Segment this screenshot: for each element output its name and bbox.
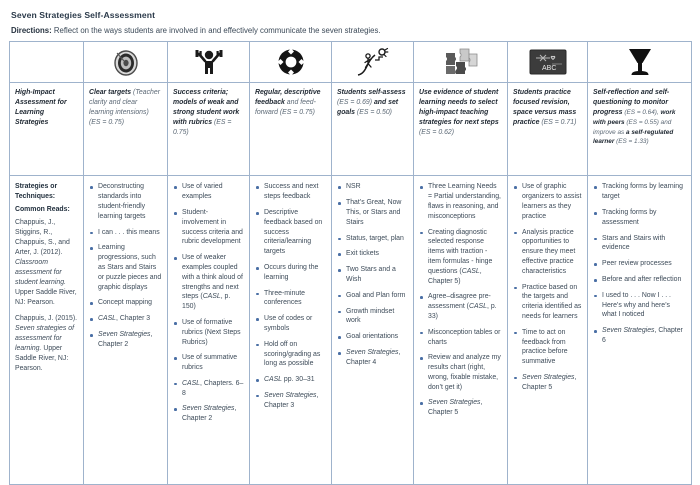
list-item bbox=[337, 249, 408, 259]
list-item-fragment: , p. 150) bbox=[182, 293, 231, 311]
header-fragment: Success criteria; models of weak and strong student work with rubrics bbox=[173, 89, 240, 126]
list-item bbox=[173, 182, 244, 202]
list-item-fragment: Seven Strategies bbox=[182, 405, 235, 413]
list-item bbox=[89, 182, 162, 221]
strategies-techniques-label: Strategies or Techniques: bbox=[15, 183, 58, 201]
list-item bbox=[337, 182, 408, 192]
icon-cell-practice bbox=[508, 42, 588, 83]
list-item-fragment: Use of varied examples bbox=[182, 183, 223, 201]
header-fragment: Students self-assess bbox=[337, 89, 406, 97]
list-item-fragment: Three-minute conferences bbox=[264, 289, 305, 307]
list-item-fragment: , Chapter 5 bbox=[522, 373, 577, 391]
list-item-fragment: , Chapters. 6–8 bbox=[182, 379, 244, 397]
chalkboard-abc-icon bbox=[508, 44, 587, 80]
list-item-fragment: Concept mapping bbox=[98, 299, 153, 307]
list-item-fragment: NSR bbox=[346, 183, 361, 191]
list-item-fragment: Tracking forms by assessment bbox=[602, 208, 657, 226]
list-item-fragment: Tracking forms by learning target bbox=[602, 183, 683, 201]
header-fragment: (ES = 1.33) bbox=[616, 138, 649, 146]
list-item-fragment: , Chapter 3 bbox=[264, 391, 319, 409]
header-text-0 bbox=[15, 88, 78, 127]
list-item bbox=[337, 234, 408, 244]
header-cell-4 bbox=[332, 83, 414, 176]
list-item bbox=[255, 340, 326, 369]
bullet-list-2 bbox=[255, 182, 326, 410]
header-text-row bbox=[10, 83, 692, 176]
list-item-fragment: , Chapter 4 bbox=[346, 348, 401, 366]
list-item bbox=[337, 307, 408, 327]
header-fragment: Self-reflection and self-questioning to monitor progress bbox=[593, 89, 670, 116]
header-fragment: (ES = 0.62) bbox=[419, 128, 455, 136]
icon-cell-evidence bbox=[414, 42, 508, 83]
header-fragment: (ES = 0.55) and improve as bbox=[593, 118, 672, 136]
icon-cell-success-criteria bbox=[168, 42, 250, 83]
list-item bbox=[173, 379, 244, 399]
list-item-fragment: CASL bbox=[264, 376, 283, 384]
header-cell-2 bbox=[168, 83, 250, 176]
list-item-fragment: Review and analyze my results chart (right, wrong, fixable mistake, don’t get it) bbox=[428, 354, 501, 391]
list-item bbox=[593, 182, 686, 202]
list-item-fragment: Analysis practice opportunities to ensure they meet effective practice characteristics bbox=[522, 228, 576, 275]
list-item bbox=[593, 259, 686, 269]
list-item bbox=[513, 182, 582, 221]
bullet-list-0 bbox=[89, 182, 162, 349]
reference-fragment: Seven strategies of assessment for learning. bbox=[15, 325, 74, 353]
header-fragment: (ES = 0.50) bbox=[356, 108, 392, 116]
header-cell-0 bbox=[10, 83, 84, 176]
list-item bbox=[255, 289, 326, 309]
list-item bbox=[419, 328, 502, 348]
list-item-fragment: Seven Strategies bbox=[522, 373, 575, 381]
list-item bbox=[89, 243, 162, 292]
list-item-fragment: Agree–disagree pre-assessment ( bbox=[428, 293, 491, 311]
list-item bbox=[337, 198, 408, 227]
list-item bbox=[255, 208, 326, 257]
list-item-fragment: Growth mindset work bbox=[346, 307, 395, 325]
body-cell-common-reads bbox=[10, 176, 84, 485]
list-item bbox=[337, 291, 408, 301]
person-celebrating-icon bbox=[168, 44, 249, 80]
list-item bbox=[255, 375, 326, 385]
header-text-3 bbox=[255, 88, 326, 117]
reference-fragment: Classroom assessment for student learning. bbox=[15, 259, 66, 287]
header-cell-1 bbox=[84, 83, 168, 176]
strategies-matrix bbox=[9, 41, 692, 485]
header-fragment: Clear targets bbox=[89, 89, 134, 97]
trophy-goblet-icon bbox=[588, 44, 691, 80]
list-item bbox=[255, 182, 326, 202]
list-item bbox=[593, 234, 686, 254]
list-item-fragment: Use of formative rubrics (Next Steps Rubrics) bbox=[182, 318, 241, 346]
list-item-fragment: CASL bbox=[468, 303, 487, 311]
list-item-fragment: Seven Strategies bbox=[602, 327, 655, 335]
list-item-fragment: , Chapter 2 bbox=[182, 405, 237, 423]
icon-cell-clear-targets bbox=[84, 42, 168, 83]
list-item bbox=[173, 253, 244, 312]
common-reads-label: Common Reads: bbox=[15, 206, 70, 214]
bullet-list-4 bbox=[419, 182, 502, 418]
header-fragment: Use evidence of student learning needs to select high-impact teaching strategies for next steps bbox=[419, 89, 499, 126]
list-item bbox=[337, 265, 408, 285]
page-title: Seven Strategies Self-Assessment bbox=[11, 10, 156, 20]
bullet-list-3 bbox=[337, 182, 408, 367]
reference-1 bbox=[15, 314, 78, 374]
header-cell-3 bbox=[250, 83, 332, 176]
header-text-6 bbox=[513, 88, 582, 127]
list-item-fragment: Exit tickets bbox=[346, 250, 379, 258]
icon-row bbox=[10, 42, 692, 83]
header-text-7 bbox=[593, 88, 686, 147]
list-item bbox=[419, 292, 502, 321]
header-cell-7 bbox=[588, 83, 692, 176]
header-fragment: High-Impact Assessment for Learning Strategies bbox=[15, 89, 67, 126]
list-item bbox=[255, 314, 326, 334]
list-item-fragment: Three Learning Needs = Partial understanding, flaws in reasoning, and misconceptions bbox=[428, 183, 501, 220]
header-text-1 bbox=[89, 88, 162, 127]
directions-line bbox=[11, 26, 692, 35]
directions-label: Directions: bbox=[11, 26, 52, 35]
list-item bbox=[513, 228, 582, 277]
list-item-fragment: Student-involvement in success criteria and rubric development bbox=[182, 208, 243, 246]
list-item bbox=[255, 391, 326, 411]
header-fragment: (Teacher clarity and clear learning intensions) (ES = 0.75) bbox=[89, 89, 160, 126]
list-item-fragment: Seven Strategies bbox=[98, 330, 151, 338]
header-fragment: and set goals bbox=[337, 99, 399, 116]
list-item bbox=[593, 291, 686, 320]
body-cell-self-reflection bbox=[588, 176, 692, 485]
list-item bbox=[593, 275, 686, 285]
body-cell-practice bbox=[508, 176, 588, 485]
list-item bbox=[255, 263, 326, 283]
header-text-5 bbox=[419, 88, 502, 137]
target-dartboard-icon bbox=[84, 44, 167, 80]
header-fragment: (ES = 0.71) bbox=[541, 118, 577, 126]
header-fragment: and feed-forward (ES = 0.75) bbox=[255, 99, 316, 116]
list-item-fragment: I used to . . . Now I . . . Here’s why and here’s what I noticed bbox=[602, 291, 671, 319]
list-item-fragment: Seven Strategies bbox=[428, 399, 481, 407]
list-item bbox=[419, 228, 502, 287]
list-item-fragment: , Chapter 2 bbox=[98, 330, 153, 348]
body-cell-self-assess bbox=[332, 176, 414, 485]
list-item bbox=[173, 208, 244, 247]
svg-text:ABC: ABC bbox=[541, 65, 556, 73]
header-text-4 bbox=[337, 88, 408, 117]
reference-fragment: Chappuis, J. (2015). bbox=[15, 315, 78, 323]
list-item-fragment: Two Stars and a Wish bbox=[346, 266, 396, 283]
header-fragment: a self-regulated learner bbox=[593, 128, 674, 146]
list-item bbox=[337, 348, 408, 368]
list-item-fragment: Goal orientations bbox=[346, 333, 399, 341]
body-cell-evidence bbox=[414, 176, 508, 485]
icon-cell-self-reflection bbox=[588, 42, 692, 83]
list-item-fragment: CASL bbox=[202, 293, 221, 301]
list-item-fragment: Success and next steps feedback bbox=[264, 183, 319, 201]
list-item-fragment: Time to act on feedback from practice before summative bbox=[522, 328, 568, 366]
list-item bbox=[89, 330, 162, 350]
list-item bbox=[173, 318, 244, 347]
list-item-fragment: Deconstructing standards into student-friendly learning targets bbox=[98, 183, 146, 220]
list-item-fragment: Before and after reflection bbox=[602, 275, 682, 283]
life-ring-feedback-icon bbox=[250, 44, 331, 80]
list-item-fragment: Use of weaker examples coupled with a think aloud of strengths and next steps ( bbox=[182, 254, 243, 301]
list-item-fragment: Seven Strategies bbox=[346, 348, 399, 356]
list-item-fragment: Peer review processes bbox=[602, 260, 672, 268]
list-item-fragment: Status, target, plan bbox=[346, 234, 404, 242]
list-item bbox=[513, 373, 582, 393]
list-item-fragment: Descriptive feedback based on success criteria/learning targets bbox=[264, 208, 323, 256]
list-item-fragment: Hold off on scoring/grading as long as possible bbox=[264, 340, 321, 368]
list-item-fragment: Learning progressions, such as Stars and Stairs or puzzle pieces and graphic displays bbox=[98, 244, 162, 291]
body-cell-clear-targets bbox=[84, 176, 168, 485]
header-fragment: Students practice focused revision, space versus mass practice bbox=[513, 89, 577, 126]
header-fragment: Regular, descriptive feedback bbox=[255, 89, 321, 107]
icon-cell-blank bbox=[10, 42, 84, 83]
list-item-fragment: Creating diagnostic selected response items with traction - item formulas - hinge questions ( bbox=[428, 228, 493, 275]
list-item-fragment: Goal and Plan form bbox=[346, 291, 406, 299]
header-cell-6 bbox=[508, 83, 588, 176]
list-item bbox=[89, 314, 162, 324]
header-text-2 bbox=[173, 88, 244, 137]
list-item bbox=[173, 353, 244, 373]
icon-cell-feedback bbox=[250, 42, 332, 83]
list-item-fragment: Seven Strategies bbox=[264, 391, 317, 399]
list-item-fragment: , Chapter 5 bbox=[428, 399, 483, 417]
list-item bbox=[419, 398, 502, 418]
list-item bbox=[89, 298, 162, 308]
list-item bbox=[419, 182, 502, 221]
list-item-fragment: Stars and Stairs with evidence bbox=[602, 234, 666, 252]
header-cell-5 bbox=[414, 83, 508, 176]
body-cell-feedback bbox=[250, 176, 332, 485]
common-reads-block bbox=[15, 182, 78, 374]
list-item-fragment: CASL bbox=[461, 267, 480, 275]
list-item-fragment: Use of codes or symbols bbox=[264, 315, 313, 332]
list-item-fragment: Misconception tables or charts bbox=[428, 328, 501, 346]
list-item-fragment: pp. 30–31 bbox=[282, 376, 315, 384]
header-fragment: (ES = 0.69) bbox=[337, 99, 374, 107]
person-climbing-stairs-icon bbox=[332, 44, 413, 80]
list-item-fragment: I can . . . this means bbox=[98, 228, 160, 236]
directions-text: Reflect on the ways students are involved in and effectively communicate the seven strategies. bbox=[51, 26, 381, 35]
body-row bbox=[10, 176, 692, 485]
body-cell-success-criteria bbox=[168, 176, 250, 485]
list-item-fragment: That’s Great, Now This, or Stars and Stairs bbox=[346, 199, 402, 226]
bullet-list-5 bbox=[513, 182, 582, 392]
bullet-list-6 bbox=[593, 182, 686, 345]
reference-0 bbox=[15, 218, 78, 308]
list-item bbox=[173, 404, 244, 424]
list-item-fragment: CASL bbox=[182, 379, 201, 387]
reference-fragment: Upper Saddle River, NJ: Pearson. bbox=[15, 345, 69, 373]
list-item-fragment: Practice based on the targets and criteria identified as needs for learners bbox=[522, 283, 582, 320]
list-item bbox=[593, 208, 686, 228]
puzzle-pieces-icon bbox=[414, 44, 507, 80]
list-item-fragment: Use of summative rubrics bbox=[182, 354, 238, 372]
list-item-fragment: , p. 33) bbox=[428, 303, 497, 320]
list-item-fragment: , Chapter 3 bbox=[116, 315, 151, 323]
list-item-fragment: , Chapter 5) bbox=[428, 267, 482, 285]
list-item bbox=[513, 328, 582, 367]
reference-fragment: Upper Saddle River, NJ: Pearson. bbox=[15, 289, 77, 307]
list-item-fragment: , Chapter 6 bbox=[602, 327, 683, 344]
list-item-fragment: Use of graphic organizers to assist learners as they practice bbox=[522, 183, 582, 220]
icon-cell-self-assess bbox=[332, 42, 414, 83]
header-fragment: work with peers bbox=[593, 108, 676, 126]
header-fragment: (ES = 0.64), bbox=[624, 108, 661, 116]
list-item bbox=[593, 326, 686, 346]
reference-fragment: Chappuis, J., Stiggins, R., Chappuis, S., and Arter, J. (2012). bbox=[15, 219, 70, 257]
list-item-fragment: CASL bbox=[98, 315, 117, 323]
list-item-fragment: Occurs during the learning bbox=[264, 263, 319, 281]
list-item bbox=[513, 283, 582, 322]
list-item bbox=[419, 353, 502, 392]
header-fragment: (ES = 0.75) bbox=[173, 118, 232, 136]
list-item bbox=[89, 228, 162, 238]
list-item bbox=[337, 332, 408, 342]
bullet-list-1 bbox=[173, 182, 244, 424]
